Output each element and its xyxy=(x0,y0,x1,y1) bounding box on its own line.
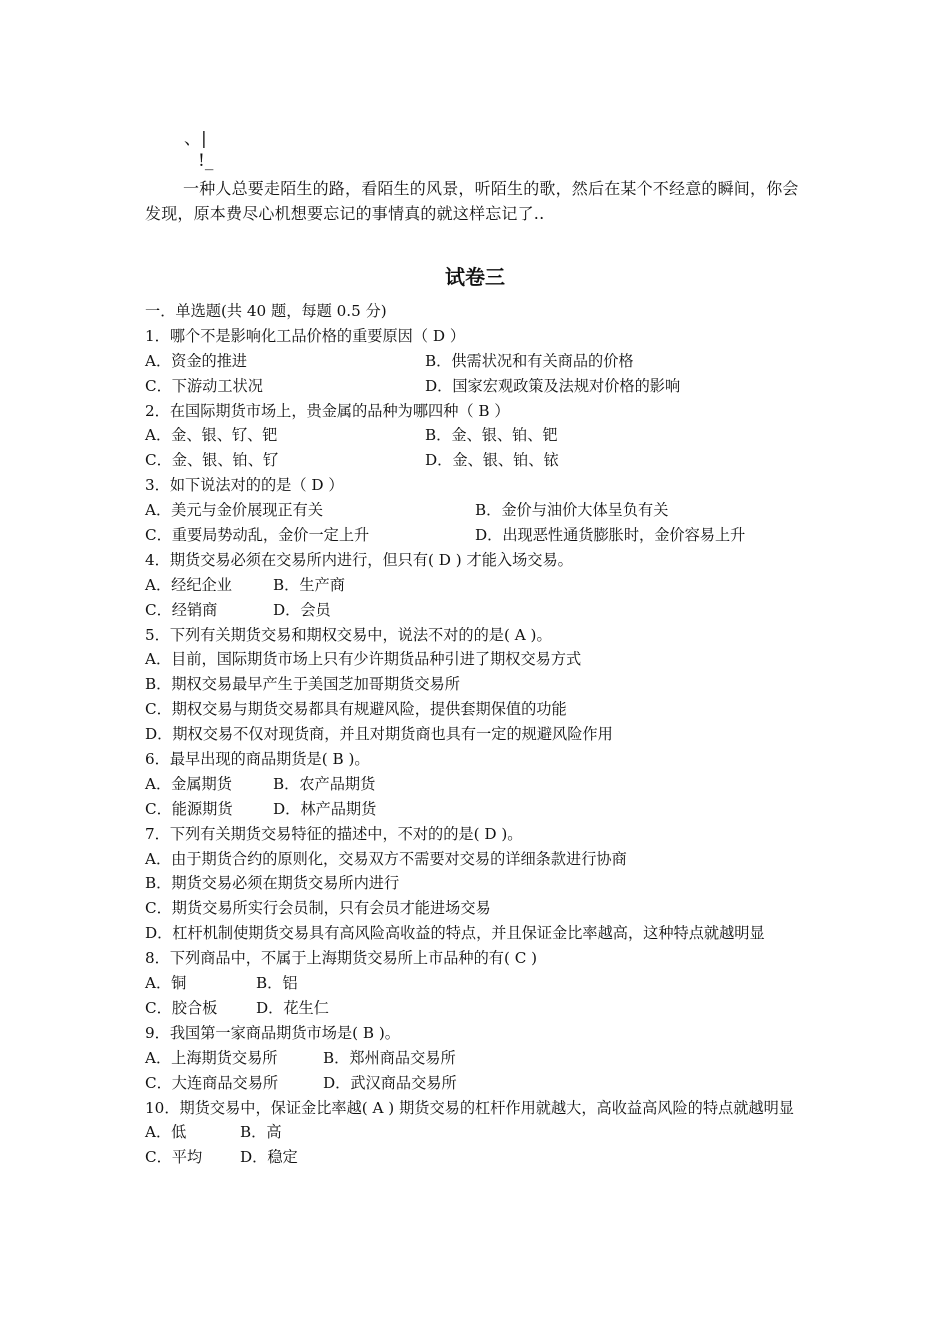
option-c: C．能源期货 xyxy=(145,799,233,818)
option-a: A．经纪企业 xyxy=(145,575,232,594)
option-c: C．期货交易所实行会员制，只有会员才能进场交易 xyxy=(145,899,491,918)
question-text: 8．下列商品中，不属于上海期货交易所上市品种的有( C ) xyxy=(145,949,538,968)
option-b: B．期货交易必须在期货交易所内进行 xyxy=(145,874,400,893)
option-d: D．金、银、铂、铱 xyxy=(425,451,559,470)
option-a: A．资金的推进 xyxy=(145,351,248,370)
option-row xyxy=(145,1120,810,1145)
question-text: 4．期货交易必须在交易所内进行，但只有( D ) 才能入场交易。 xyxy=(145,550,573,569)
question-text: 2．在国际期货市场上，贵金属的品种为哪四种（ B ） xyxy=(145,401,510,420)
option-b: B．铝 xyxy=(256,974,298,993)
option-c: C．期权交易与期货交易都具有规避风险，提供套期保值的功能 xyxy=(145,700,567,719)
option-b: B．期权交易最早产生于美国芝加哥期货交易所 xyxy=(145,675,460,694)
option-a: A．金属期货 xyxy=(145,774,232,793)
option-row xyxy=(145,797,810,822)
option-row xyxy=(145,498,810,523)
option-row xyxy=(145,573,810,598)
question-text: 9．我国第一家商品期货市场是( B )。 xyxy=(145,1023,400,1042)
option-row xyxy=(145,374,810,399)
option-row xyxy=(145,1046,810,1071)
option-d: D．国家宏观政策及法规对价格的影响 xyxy=(425,376,681,395)
option-row xyxy=(145,971,810,996)
question-text: 6．最早出现的商品期货是( B )。 xyxy=(145,750,370,769)
option-d: D．期权交易不仅对现货商，并且对期货商也具有一定的规避风险作用 xyxy=(145,725,613,744)
option-row xyxy=(145,1071,810,1096)
option-row xyxy=(145,598,810,623)
option-row xyxy=(145,423,810,448)
option-row xyxy=(145,772,810,797)
option-b: B．郑州商品交易所 xyxy=(323,1048,456,1067)
option-d: D．武汉商品交易所 xyxy=(323,1073,457,1092)
option-d: D．会员 xyxy=(273,600,331,619)
option-a: A．低 xyxy=(145,1123,187,1142)
option-row xyxy=(145,523,810,548)
option-b: B．生产商 xyxy=(273,575,345,594)
question-list xyxy=(145,299,810,1170)
stray-mark-2: !_ xyxy=(198,151,214,171)
option-row xyxy=(145,349,810,374)
question-text: 10．期货交易中，保证金比率越( A ) 期货交易的杠杆作用就越大，高收益高风险的特点就越明显 xyxy=(145,1098,794,1117)
option-c: C．下游动工状况 xyxy=(145,376,263,395)
option-c: C．平均 xyxy=(145,1148,203,1167)
option-d: D．杠杆机制使期货交易具有高风险高收益的特点，并且保证金比率越高，这种特点就越明显 xyxy=(145,924,765,943)
option-a: A．上海期货交易所 xyxy=(145,1048,278,1067)
stray-mark-1: 、| xyxy=(184,129,207,149)
option-d: D．花生仁 xyxy=(256,998,329,1017)
option-b: B．供需状况和有关商品的价格 xyxy=(425,351,634,370)
option-row xyxy=(145,996,810,1021)
option-b: B．高 xyxy=(240,1123,282,1142)
option-b: B．金价与油价大体呈负有关 xyxy=(475,501,669,520)
option-c: C．胶合板 xyxy=(145,998,218,1017)
option-c: C．大连商品交易所 xyxy=(145,1073,279,1092)
option-c: C．金、银、铂、钌 xyxy=(145,451,279,470)
intro-paragraph: 一种人总要走陌生的路，看陌生的风景，听陌生的歌，然后在某个不经意的瞬间，你会发现，原本费尽心机想要忘记的事情真的就这样忘记了.. xyxy=(145,179,799,223)
option-a: A．目前，国际期货市场上只有少许期货品种引进了期权交易方式 xyxy=(145,650,582,669)
option-d: D．出现恶性通货膨胀时，金价容易上升 xyxy=(475,526,746,545)
option-d: D．稳定 xyxy=(240,1148,298,1167)
option-a: A．美元与金价展现正有关 xyxy=(145,501,324,520)
option-b: B．金、银、铂、钯 xyxy=(425,426,558,445)
option-a: A．铜 xyxy=(145,974,187,993)
option-b: B．农产品期货 xyxy=(273,774,376,793)
option-c: C．重要局势动乱，金价一定上升 xyxy=(145,526,370,545)
option-row xyxy=(145,448,810,473)
page-title: 试卷三 xyxy=(445,265,505,289)
option-c: C．经销商 xyxy=(145,600,218,619)
section-heading: 一．单选题(共 40 题，每题 0.5 分) xyxy=(145,302,387,320)
option-d: D．林产品期货 xyxy=(273,799,377,818)
question-text: 7．下列有关期货交易特征的描述中，不对的的是( D )。 xyxy=(145,824,523,843)
option-a: A．由于期货合约的原则化，交易双方不需要对交易的详细条款进行协商 xyxy=(145,849,627,868)
question-text: 1．哪个不是影响化工品价格的重要原因（ D ） xyxy=(145,326,466,345)
option-row xyxy=(145,1145,810,1170)
question-text: 3．如下说法对的的是（ D ） xyxy=(145,476,344,495)
option-a: A．金、银、钌、钯 xyxy=(145,426,278,445)
question-text: 5．下列有关期货交易和期权交易中，说法不对的的是( A )。 xyxy=(145,625,552,644)
